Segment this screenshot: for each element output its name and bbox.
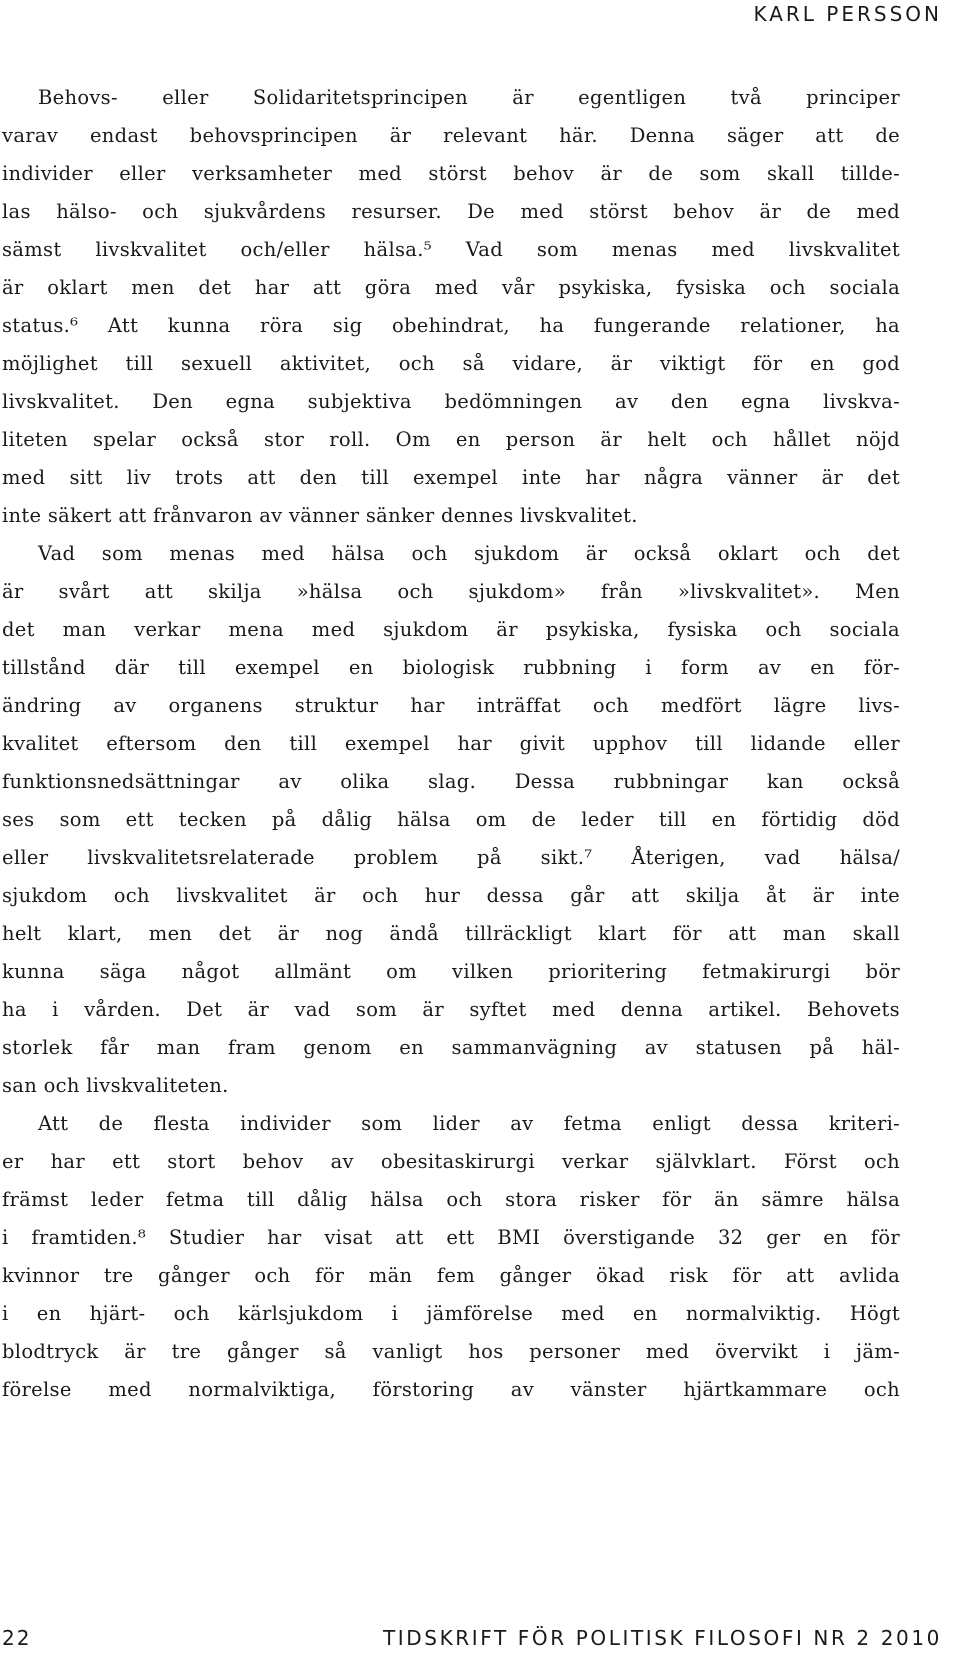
text-line: möjlighet till sexuell aktivitet, och så vidare, är viktigt för en god: [2, 352, 900, 375]
text-line: san och livskvaliteten.: [2, 1074, 229, 1097]
text-line: kvinnor tre gånger och för män fem gånger ökad risk för att avlida: [2, 1264, 900, 1287]
text-line: i en hjärt- och kärlsjukdom i jämförelse med en normalviktig. Högt: [2, 1302, 900, 1325]
text-line: främst leder fetma till dålig hälsa och stora risker för än sämre hälsa: [2, 1188, 900, 1211]
text-line: helt klart, men det är nog ändå tillräckligt klart för att man skall: [2, 922, 900, 945]
text-line: sjukdom och livskvalitet är och hur dessa går att skilja åt är inte: [2, 884, 900, 907]
text-line: individer eller verksamheter med störst behov är de som skall tillde-: [2, 162, 900, 185]
text-line: varav endast behovsprincipen är relevant här. Denna säger att de: [2, 124, 900, 147]
text-line: er har ett stort behov av obesitaskirurgi verkar självklart. Först och: [2, 1150, 900, 1173]
text-line: storlek får man fram genom en sammanvägning av statusen på häl-: [2, 1036, 900, 1059]
text-line: status.⁶ Att kunna röra sig obehindrat, ha fungerande relationer, ha: [2, 314, 900, 337]
text-line: Behovs- eller Solidaritetsprincipen är egentligen två principer: [38, 86, 900, 109]
text-line: är oklart men det har att göra med vår psykiska, fysiska och sociala: [2, 276, 900, 299]
text-line: kvalitet eftersom den till exempel har givit upphov till lidande eller: [2, 732, 900, 755]
text-line: det man verkar mena med sjukdom är psykiska, fysiska och sociala: [2, 618, 900, 641]
text-line: Vad som menas med hälsa och sjukdom är också oklart och det: [38, 542, 900, 565]
text-line: las hälso- och sjukvårdens resurser. De med störst behov är de med: [2, 200, 900, 223]
text-line: sämst livskvalitet och/eller hälsa.⁵ Vad som menas med livskvalitet: [2, 238, 900, 261]
text-line: blodtryck är tre gånger så vanligt hos personer med övervikt i jäm-: [2, 1340, 900, 1363]
text-line: tillstånd där till exempel en biologisk rubbning i form av en för-: [2, 656, 900, 679]
body-text: [0, 79, 960, 1409]
text-line: ses som ett tecken på dålig hälsa om de leder till en förtidig död: [2, 808, 900, 831]
running-head-author: KARL PERSSON: [753, 2, 942, 26]
text-line: i framtiden.⁸ Studier har visat att ett BMI överstigande 32 ger en för: [2, 1226, 900, 1249]
text-line: Att de flesta individer som lider av fetma enligt dessa kriteri-: [38, 1112, 900, 1135]
text-line: ändring av organens struktur har inträffat och medfört lägre livs-: [2, 694, 900, 717]
text-line: är svårt att skilja »hälsa och sjukdom» från »livskvalitet». Men: [2, 580, 900, 603]
text-line: liteten spelar också stor roll. Om en person är helt och hållet nöjd: [2, 428, 900, 451]
text-line: eller livskvalitetsrelaterade problem på sikt.⁷ Återigen, vad hälsa/: [2, 846, 900, 869]
text-line: med sitt liv trots att den till exempel inte har några vänner är det: [2, 466, 900, 489]
text-line: inte säkert att frånvaron av vänner sänker dennes livskvalitet.: [2, 504, 638, 527]
text-line: funktionsnedsättningar av olika slag. Dessa rubbningar kan också: [2, 770, 900, 793]
text-line: förelse med normalviktiga, förstoring av vänster hjärtkammare och: [2, 1378, 900, 1401]
text-line: kunna säga något allmänt om vilken prioritering fetmakirurgi bör: [2, 960, 900, 983]
text-line: livskvalitet. Den egna subjektiva bedömningen av den egna livskva-: [2, 390, 900, 413]
text-line: ha i vården. Det är vad som är syftet med denna artikel. Behovets: [2, 998, 900, 1021]
page-number: 22: [2, 1626, 32, 1650]
journal-name: TIDSKRIFT FÖR POLITISK FILOSOFI NR 2 2010: [382, 1626, 942, 1650]
